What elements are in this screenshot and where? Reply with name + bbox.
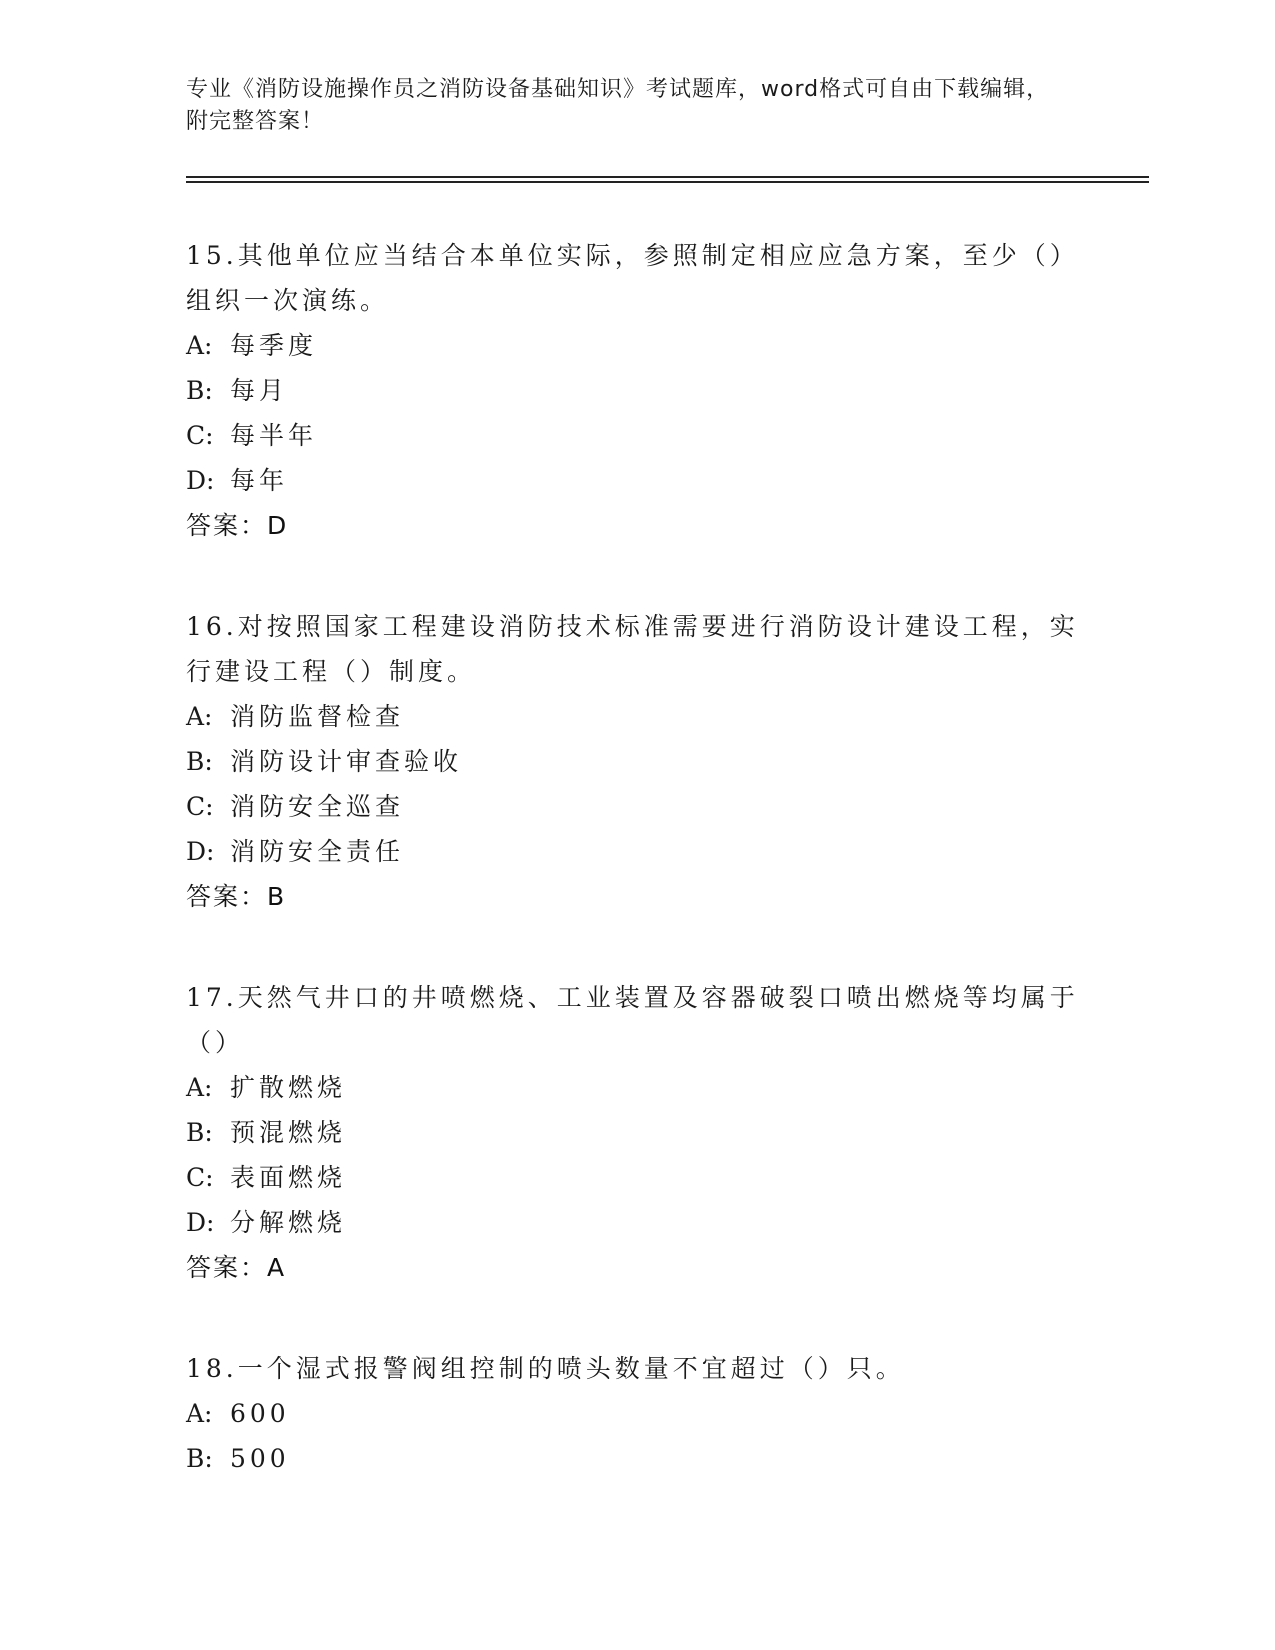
option-key: C: bbox=[186, 1163, 214, 1192]
option-d bbox=[186, 458, 1086, 503]
option-b bbox=[186, 368, 1086, 413]
question-18 bbox=[186, 1346, 1086, 1481]
option-d bbox=[186, 829, 1086, 874]
answer-line: 答案：D bbox=[186, 511, 289, 540]
option-key: A: bbox=[186, 1073, 213, 1102]
question-15 bbox=[186, 233, 1086, 548]
option-c bbox=[186, 413, 1086, 458]
option-a bbox=[186, 1065, 1086, 1110]
option-key: A: bbox=[186, 702, 213, 731]
option-text: 每年 bbox=[230, 466, 289, 495]
option-text: 消防安全责任 bbox=[230, 837, 405, 866]
question-17 bbox=[186, 975, 1086, 1290]
option-c bbox=[186, 784, 1086, 829]
option-key: D: bbox=[186, 1208, 215, 1237]
option-text: 预混燃烧 bbox=[230, 1118, 347, 1147]
option-key: D: bbox=[186, 837, 215, 866]
header-divider-top bbox=[186, 176, 1149, 178]
header-divider-bottom bbox=[186, 181, 1149, 183]
option-b bbox=[186, 739, 1086, 784]
option-a bbox=[186, 694, 1086, 739]
option-key: B: bbox=[186, 1118, 213, 1147]
option-text: 每半年 bbox=[230, 421, 318, 450]
option-text: 500 bbox=[230, 1444, 290, 1473]
option-d bbox=[186, 1200, 1086, 1245]
option-key: B: bbox=[186, 376, 213, 405]
question-text: 15.其他单位应当结合本单位实际，参照制定相应应急方案，至少（）组织一次演练。 bbox=[186, 241, 1079, 315]
option-key: A: bbox=[186, 331, 213, 360]
question-text: 18.一个湿式报警阀组控制的喷头数量不宜超过（）只。 bbox=[186, 1354, 905, 1383]
question-list bbox=[186, 233, 1086, 1537]
option-text: 表面燃烧 bbox=[230, 1163, 347, 1192]
option-b bbox=[186, 1436, 1086, 1481]
option-text: 扩散燃烧 bbox=[230, 1073, 347, 1102]
option-text: 每季度 bbox=[230, 331, 318, 360]
header-title: 专业《消防设施操作员之消防设备基础知识》考试题库，word格式可自由下载编辑，附完整答案！ bbox=[186, 77, 1050, 134]
question-text: 16.对按照国家工程建设消防技术标准需要进行消防设计建设工程，实行建设工程（）制度。 bbox=[186, 612, 1079, 686]
question-text: 17.天然气井口的井喷燃烧、工业装置及容器破裂口喷出燃烧等均属于（） bbox=[186, 983, 1079, 1057]
option-key: B: bbox=[186, 1444, 213, 1473]
option-b bbox=[186, 1110, 1086, 1155]
option-text: 每月 bbox=[230, 376, 289, 405]
option-key: A: bbox=[186, 1399, 213, 1428]
option-a bbox=[186, 323, 1086, 368]
option-text: 消防监督检查 bbox=[230, 702, 405, 731]
option-text: 消防安全巡查 bbox=[230, 792, 405, 821]
option-key: C: bbox=[186, 792, 214, 821]
option-text: 600 bbox=[230, 1399, 290, 1428]
option-text: 消防设计审查验收 bbox=[230, 747, 463, 776]
question-16 bbox=[186, 604, 1086, 919]
option-c bbox=[186, 1155, 1086, 1200]
answer-line: 答案：A bbox=[186, 1253, 287, 1282]
option-key: D: bbox=[186, 466, 215, 495]
option-key: B: bbox=[186, 747, 213, 776]
option-key: C: bbox=[186, 421, 214, 450]
option-text: 分解燃烧 bbox=[230, 1208, 347, 1237]
answer-line: 答案：B bbox=[186, 882, 287, 911]
option-a bbox=[186, 1391, 1086, 1436]
